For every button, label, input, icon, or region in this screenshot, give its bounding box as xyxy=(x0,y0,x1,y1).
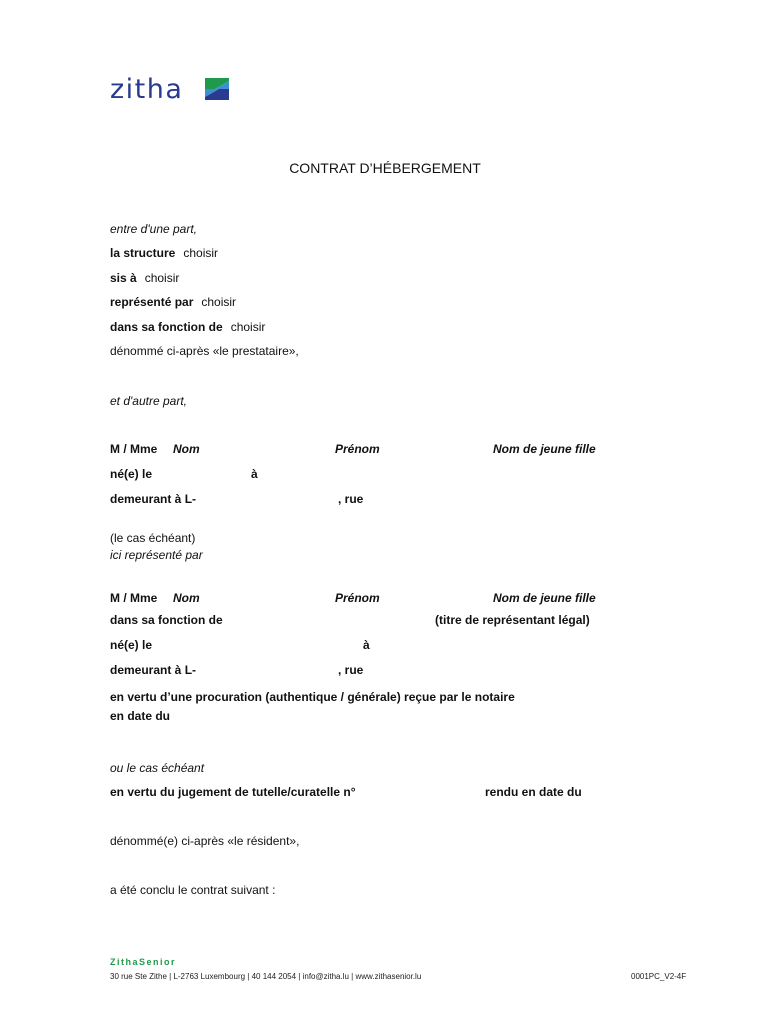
jugement-text: en vertu du jugement de tutelle/curatelle n° xyxy=(110,785,356,799)
sis-value[interactable]: choisir xyxy=(144,271,180,285)
intro-part2: et d'autre part, xyxy=(110,394,188,408)
resident-demeurant-label: demeurant à L- xyxy=(110,492,197,506)
represente-text: ici représenté par xyxy=(110,548,203,562)
footer-code: 0001PC_V2-4F xyxy=(631,972,687,981)
rep-prenom-label: Prénom xyxy=(335,591,380,605)
ou-cas-text: ou le cas échéant xyxy=(110,761,205,775)
rep-mme-label: M / Mme xyxy=(110,591,158,605)
resident-prenom-label: Prénom xyxy=(335,442,380,456)
procuration-text: en vertu d’une procuration (authentique / générale) reçue par le notaire xyxy=(110,690,515,704)
rep-a-label: à xyxy=(363,638,370,652)
conclu-text: a été conclu le contrat suivant : xyxy=(110,883,276,897)
rendu-text: rendu en date du xyxy=(485,785,582,799)
prestataire-text: dénommé ci-après «le prestataire», xyxy=(110,344,299,358)
resident-nom-label: Nom xyxy=(173,442,200,456)
rep-fonction-label: dans sa fonction de xyxy=(110,613,223,627)
structure-label: la structure xyxy=(110,246,176,260)
structure-row xyxy=(110,246,218,260)
rep-label: représenté par xyxy=(110,295,194,309)
rep-value[interactable]: choisir xyxy=(201,295,237,309)
rep-demeurant-label: demeurant à L- xyxy=(110,663,197,677)
fonction-value[interactable]: choisir xyxy=(230,320,266,334)
fonction-row xyxy=(110,320,265,334)
rep-nee-label: né(e) le xyxy=(110,638,153,652)
logo-text: zitha xyxy=(110,74,184,105)
resident-mme-label: M / Mme xyxy=(110,442,158,456)
rep-row xyxy=(110,295,236,309)
zitha-logo-icon xyxy=(205,78,229,100)
sis-label: sis à xyxy=(110,271,137,285)
rep-jeune-fille-label: Nom de jeune fille xyxy=(493,591,596,605)
rep-titre-label: (titre de représentant légal) xyxy=(435,613,590,627)
resident-rue-label: , rue xyxy=(338,492,364,506)
cas-echeant-text: (le cas échéant) xyxy=(110,531,196,545)
footer-address: 30 rue Ste Zithe | L-2763 Luxembourg | 40 144 2054 | info@zitha.lu | www.zithasenior.lu xyxy=(110,972,422,981)
resident-denomme-text: dénommé(e) ci-après «le résident», xyxy=(110,834,300,848)
fonction-label: dans sa fonction de xyxy=(110,320,223,334)
resident-a-label: à xyxy=(251,467,258,481)
resident-jeune-fille-label: Nom de jeune fille xyxy=(493,442,596,456)
footer-brand: ZithaSenior xyxy=(110,957,177,967)
intro-part1: entre d'une part, xyxy=(110,222,198,236)
page-title: CONTRAT D’HÉBERGEMENT xyxy=(289,160,481,176)
resident-nee-label: né(e) le xyxy=(110,467,153,481)
rep-rue-label: , rue xyxy=(338,663,364,677)
rep-nom-label: Nom xyxy=(173,591,200,605)
sis-row xyxy=(110,271,179,285)
structure-value[interactable]: choisir xyxy=(183,246,219,260)
en-date-text: en date du xyxy=(110,709,171,723)
